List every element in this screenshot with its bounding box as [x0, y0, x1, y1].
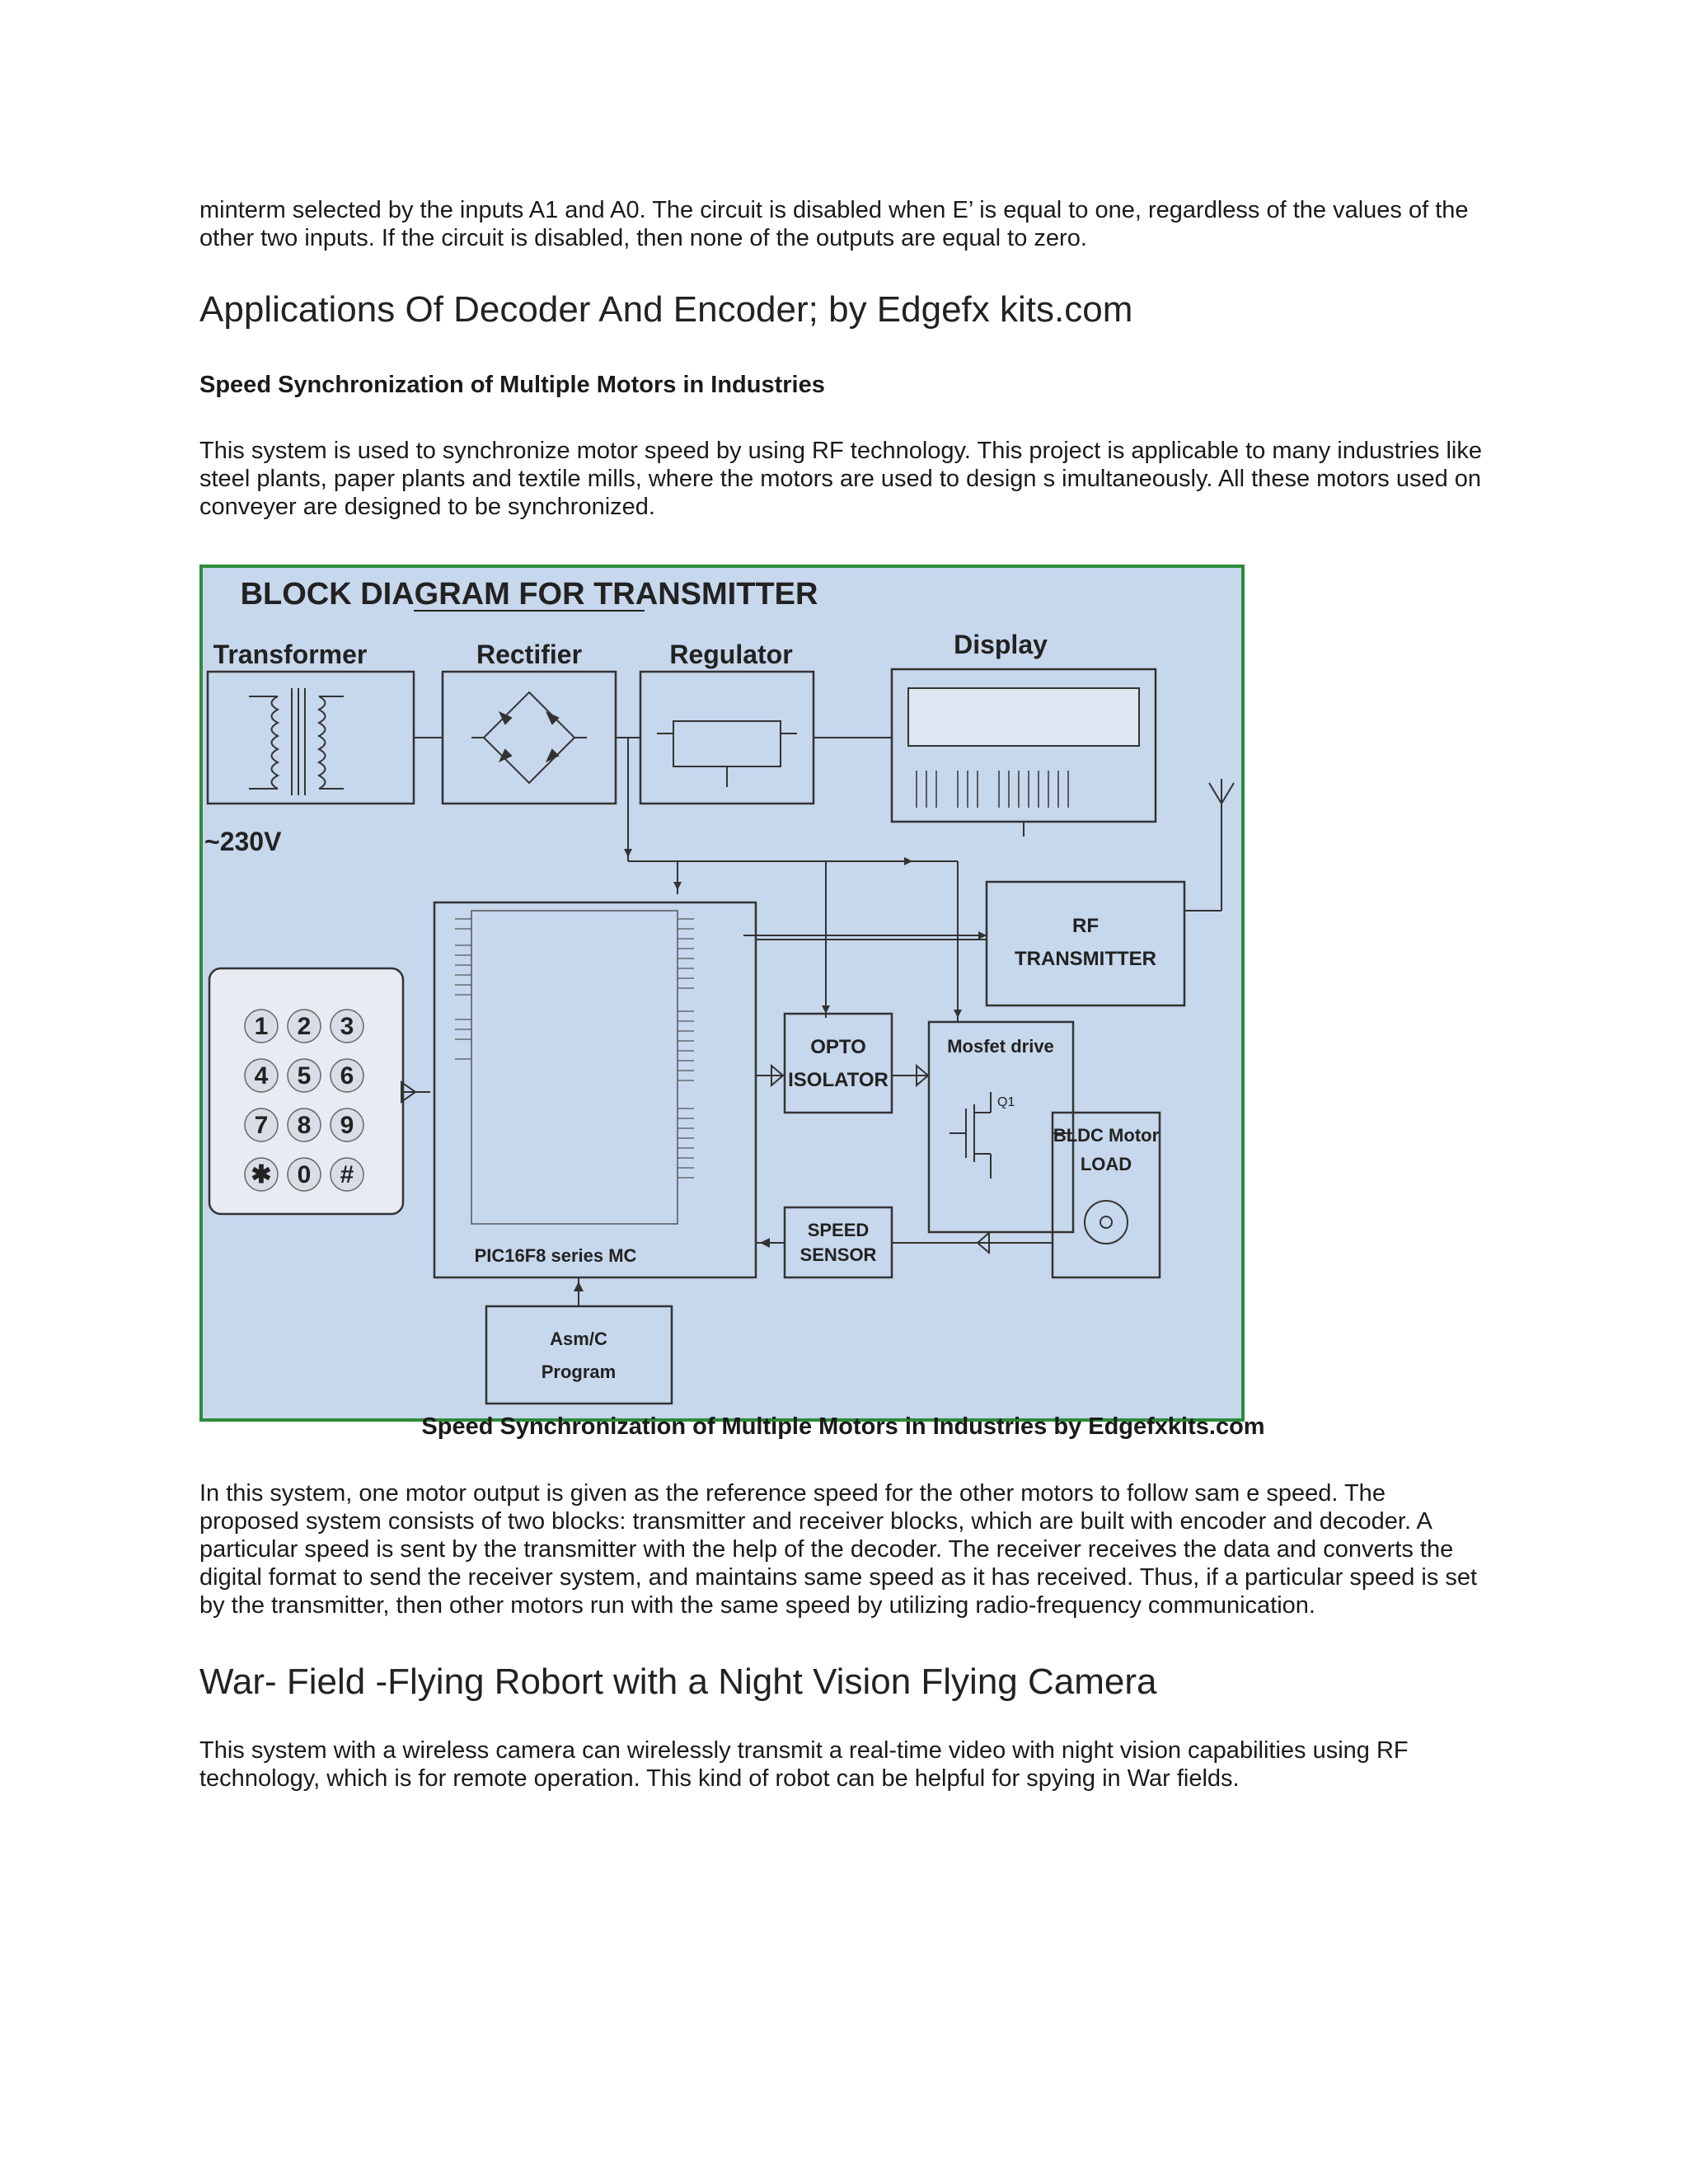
regulator-label: Regulator	[669, 640, 793, 669]
keypad-key-label: 7	[254, 1112, 269, 1139]
block-diagram-figure	[199, 565, 1245, 1422]
paragraph-speed-sync: This system is used to synchronize motor speed by using RF technology. This project is applicable to many industries like steel plants, paper plants and textile mills, where the motors are used to design s imultaneously. All these motors used on conveyer are designed to be synchronized.	[199, 438, 1482, 520]
keypad-key-label: 6	[340, 1062, 354, 1090]
opto-label-line1: OPTO	[810, 1036, 866, 1058]
program-label-line1: Asm/C	[550, 1329, 607, 1349]
q1-label: Q1	[997, 1095, 1015, 1109]
opto-label-line2: ISOLATOR	[788, 1069, 889, 1091]
heading-applications: Applications Of Decoder And Encoder; by Edgefx kits.com	[199, 289, 1133, 330]
keypad-key-label: #	[340, 1161, 354, 1188]
keypad-key-label: 2	[297, 1013, 312, 1040]
rf-label-line1: RF	[1072, 915, 1099, 937]
paragraph-war-field: This system with a wireless camera can wirelessly transmit a real-time video with night vision capabilities using RF technology, which is for remote operation. This kind of robot can be helpful for spying in War fields.	[199, 1737, 1409, 1792]
keypad-key-label: 8	[297, 1112, 312, 1139]
keypad-key-label: 1	[254, 1013, 269, 1040]
rectifier-label: Rectifier	[476, 640, 583, 669]
mc-label: PIC16F8 series MC	[474, 1245, 637, 1266]
bldc-label-line1: BLDC Motor	[1053, 1125, 1160, 1146]
keypad-key-label: 0	[297, 1161, 312, 1188]
keypad-key-label: 4	[254, 1062, 269, 1090]
heading-speed-sync: Speed Synchronization of Multiple Motors in Industries	[199, 372, 825, 398]
voltage-label: ~230V	[204, 827, 282, 856]
bldc-label-line2: LOAD	[1080, 1154, 1132, 1174]
transformer-label: Transformer	[213, 640, 368, 669]
paragraph-system: In this system, one motor output is given as the reference speed for the other motors to follow sam e speed. The proposed system consists of two blocks: transmitter and receiver blocks, which are built with encoder and decoder. A particular speed is sent by the transmitter with the help of the decoder. The receiver receives the data and converts the digital format to send the receiver system, and maintains same speed as it has received. Thus, if a particular speed is set by the transmitter, then other motors run with the same speed by utilizing radio-frequency communication.	[199, 1480, 1478, 1619]
figure-caption: Speed Synchronization of Multiple Motors in Industries by Edgefxkits.com	[421, 1413, 1265, 1440]
diagram-title: BLOCK DIAGRAM FOR TRANSMITTER	[240, 577, 818, 612]
keypad-key-label: 5	[297, 1062, 312, 1090]
keypad-key-label: 3	[340, 1013, 354, 1040]
program-label-line2: Program	[541, 1361, 617, 1382]
rf-label-line2: TRANSMITTER	[1015, 948, 1156, 970]
speed-label-line2: SENSOR	[799, 1244, 877, 1265]
keypad-key-label: ✱	[251, 1161, 272, 1188]
display-label: Display	[954, 630, 1048, 659]
mosfet-label: Mosfet drive	[947, 1036, 1054, 1057]
lcd-screen	[908, 688, 1139, 746]
speed-label-line1: SPEED	[807, 1220, 870, 1240]
keypad-key-label: 9	[340, 1112, 354, 1139]
heading-war-field: War- Field -Flying Robort with a Night Vision Flying Camera	[199, 1661, 1157, 1702]
paragraph-intro: minterm selected by the inputs A1 and A0. The circuit is disabled when E’ is equal to one, regardless of the values of the other two inputs. If the circuit is disabled, then none of the outputs are equal to zero.	[199, 197, 1469, 251]
